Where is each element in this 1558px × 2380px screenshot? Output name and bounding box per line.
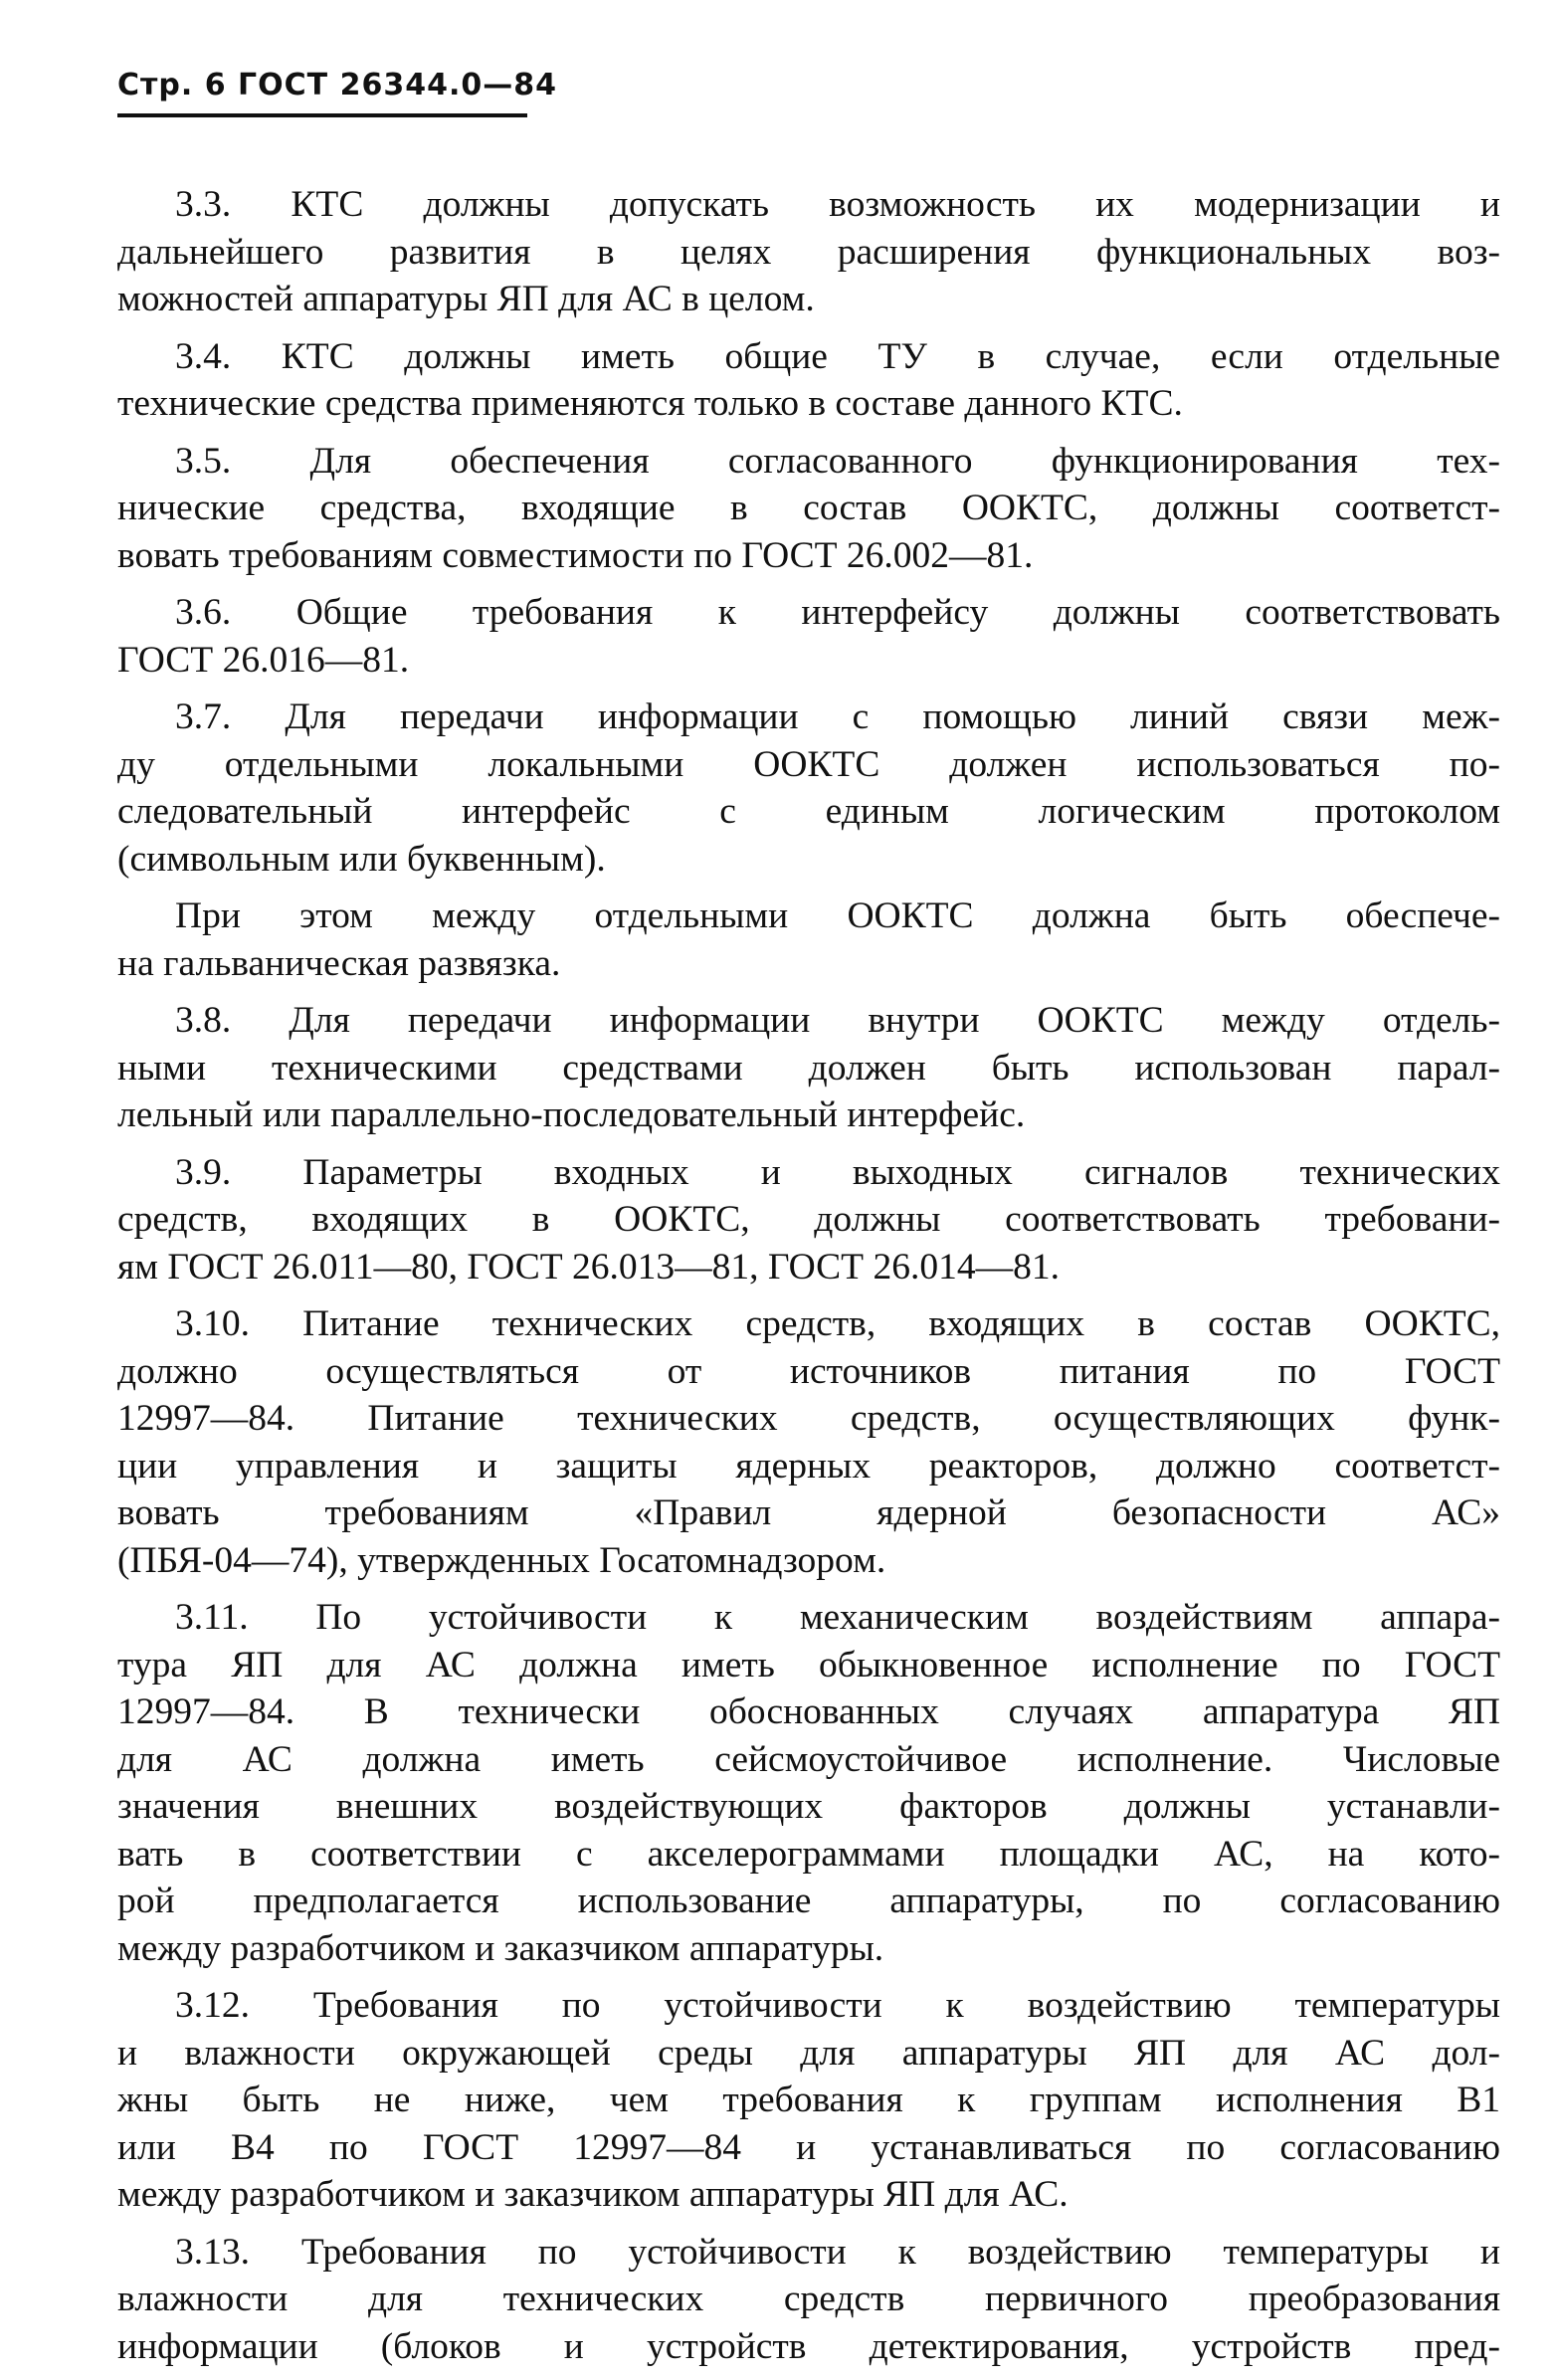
paragraph-3-7 — [117, 694, 1500, 883]
text-line: При этом между отдельными ООКТС должна быть обеспече- — [175, 895, 1500, 936]
text-line: для АС должна иметь сейсмоустойчивое исполнение. Числовые — [117, 1738, 1500, 1780]
text-line: значения внешних воздействующих факторов должны устанавли- — [117, 1786, 1500, 1827]
text-line: рой предполагается использование аппаратуры, по согласованию — [117, 1881, 1500, 1921]
document-body — [117, 181, 1500, 2370]
text-line: между разработчиком и заказчиком аппаратуры ЯП для АС. — [117, 2174, 1069, 2215]
text-line: можностей аппаратуры ЯП для АС в целом. — [117, 279, 815, 319]
paragraph-3-6 — [117, 589, 1500, 684]
text-line: ГОСТ 26.016—81. — [117, 639, 410, 681]
text-line: 12997—84. Питание технических средств, осуществляющих функ- — [117, 1398, 1500, 1439]
text-line: 3.5. Для обеспечения согласованного функционирования тех- — [175, 440, 1500, 482]
text-line: лельный или параллельно-последовательный интерфейс. — [117, 1094, 1026, 1135]
paragraph-3-9 — [117, 1149, 1500, 1291]
text-line: дальнейшего развития в целях расширения функциональных воз- — [117, 231, 1500, 273]
paragraph-3-12 — [117, 1982, 1500, 2219]
text-line: технические средства применяются только в составе данного КТС. — [117, 383, 1183, 424]
text-line: информации (блоков и устройств детектирования, устройств пред- — [117, 2325, 1500, 2367]
text-line: или В4 по ГОСТ 12997—84 и устанавливаться по согласованию — [117, 2126, 1500, 2168]
paragraph-3-7-continued — [117, 892, 1500, 987]
text-line: на гальваническая развязка. — [117, 942, 561, 984]
text-line: 3.12. Требования по устойчивости к воздействию температуры — [175, 1985, 1500, 2026]
paragraph-3-8 — [117, 997, 1500, 1139]
page-header: Стр. 6 ГОСТ 26344.0—84 — [117, 68, 557, 102]
paragraph-3-3 — [117, 181, 1500, 323]
paragraph-3-11 — [117, 1594, 1500, 1972]
text-line: следовательный интерфейс с единым логическим протоколом — [117, 791, 1500, 832]
text-line: жны быть не ниже, чем требования к группам исполнения В1 — [117, 2080, 1500, 2120]
text-line: влажности для технических средств первичного преобразования — [117, 2279, 1500, 2319]
text-line: 3.9. Параметры входных и выходных сигналов технических — [175, 1151, 1500, 1193]
text-line: 3.8. Для передачи информации внутри ООКТС между отдель- — [175, 1000, 1500, 1041]
text-line: ду отдельными локальными ООКТС должен использоваться по- — [117, 743, 1500, 785]
paragraph-3-10 — [117, 1300, 1500, 1584]
text-line: должно осуществляться от источников питания по ГОСТ — [117, 1350, 1500, 1392]
paragraph-3-5 — [117, 438, 1500, 580]
text-line: нические средства, входящие в состав ООКТС, должны соответст- — [117, 488, 1500, 528]
text-line: 12997—84. В технически обоснованных случаях аппаратура ЯП — [117, 1691, 1500, 1732]
text-line: вовать требованиям «Правил ядерной безопасности АС» — [117, 1492, 1500, 1533]
text-line: тура ЯП для АС должна иметь обыкновенное исполнение по ГОСТ — [117, 1644, 1500, 1686]
document-page — [117, 64, 1500, 2380]
paragraph-3-4 — [117, 333, 1500, 428]
text-line: ции управления и защиты ядерных реакторов, должно соответст- — [117, 1445, 1500, 1487]
text-line: ям ГОСТ 26.011—80, ГОСТ 26.013—81, ГОСТ 26.014—81. — [117, 1246, 1060, 1288]
text-line: 3.4. КТС должны иметь общие ТУ в случае, если отдельные — [175, 335, 1500, 377]
text-line: вать в соответствии с акселерограммами площадки АС, на кото- — [117, 1833, 1500, 1875]
text-line: 3.11. По устойчивости к механическим воздействиям аппара- — [175, 1597, 1500, 1638]
text-line: 3.13. Требования по устойчивости к воздействию температуры и — [175, 2231, 1500, 2273]
paragraph-3-13 — [117, 2229, 1500, 2371]
text-line: 3.3. КТС должны допускать возможность их модернизации и — [175, 184, 1500, 225]
text-line: 3.6. Общие требования к интерфейсу должны соответствовать — [175, 592, 1500, 633]
text-line: средств, входящих в ООКТС, должны соответствовать требовани- — [117, 1199, 1500, 1240]
text-line: вовать требованиям совместимости по ГОСТ 26.002—81. — [117, 534, 1034, 576]
text-line: 3.10. Питание технических средств, входящих в состав ООКТС, — [175, 1303, 1500, 1344]
text-line: (ПБЯ-04—74), утвержденных Госатомнадзором. — [117, 1539, 886, 1581]
text-line: (символьным или буквенным). — [117, 838, 606, 880]
text-line: 3.7. Для передачи информации с помощью линий связи меж- — [175, 696, 1500, 737]
text-line: между разработчиком и заказчиком аппаратуры. — [117, 1927, 884, 1969]
text-line: и влажности окружающей среды для аппаратуры ЯП для АС дол- — [117, 2032, 1500, 2074]
header-rule — [117, 113, 527, 117]
text-line: ными техническими средствами должен быть использован парал- — [117, 1047, 1500, 1089]
